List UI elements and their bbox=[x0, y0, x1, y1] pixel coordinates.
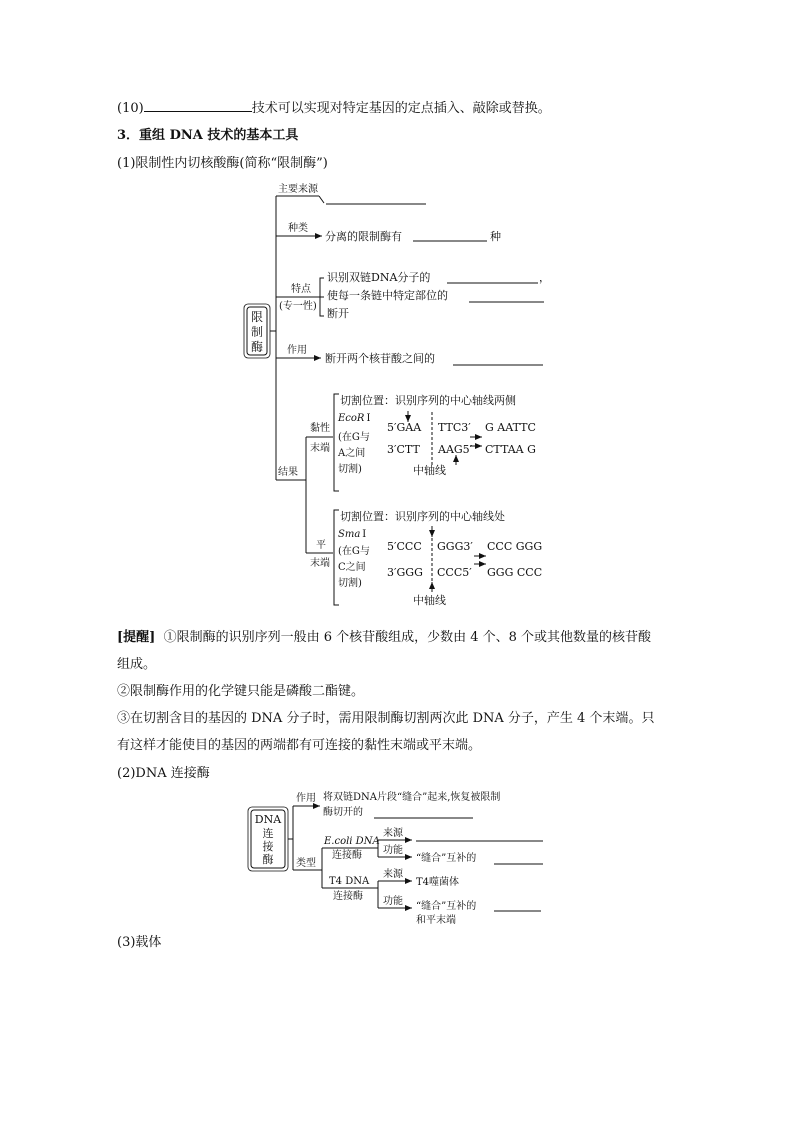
blunt-cut-position: 切割位置：识别序列的中心轴线处 bbox=[340, 510, 505, 523]
smai-seq: GGG3′ bbox=[437, 540, 473, 553]
kind-text: 分离的限制酶有 bbox=[325, 230, 402, 243]
t4-source-label: 来源 bbox=[383, 869, 403, 880]
dna-ligase-diagram bbox=[248, 790, 543, 926]
smai-seq: GGG CCC bbox=[487, 566, 543, 579]
root-char: 限 bbox=[250, 310, 264, 324]
ecoli-function-text: “缝合”互补的 bbox=[416, 853, 477, 864]
smai-label bbox=[338, 529, 366, 540]
ligase-type-label: 类型 bbox=[296, 858, 316, 869]
root-char: 连 bbox=[262, 827, 274, 840]
ecori-label bbox=[337, 413, 370, 424]
root-char: DNA bbox=[254, 813, 282, 826]
action-text: 断开两个核苷酸之间的 bbox=[325, 352, 435, 365]
t4-ligase-sub: 连接酶 bbox=[333, 891, 363, 902]
ecori-seq: 5′GAA bbox=[387, 421, 422, 434]
ligase-action-text: 酶切开的 bbox=[323, 807, 363, 818]
smai-seq: 3′GGG bbox=[387, 566, 423, 579]
item-10-text: 技术可以实现对特定基因的定点插入、敲除或替换。 bbox=[251, 101, 551, 116]
smai-name: Sma bbox=[338, 529, 361, 540]
feature-text-2: 使每一条链中特定部位的 bbox=[327, 289, 448, 302]
sticky-end-label-sub: 末端 bbox=[310, 443, 330, 454]
ecori-seq: G AATTC bbox=[485, 421, 536, 434]
t4-function-text: 和平末端 bbox=[416, 915, 456, 926]
ecoli-ligase-name: E.coli DNA bbox=[324, 836, 380, 847]
ecori-seq: TTC3′ bbox=[438, 421, 471, 434]
sticky-end-label: 黏性 bbox=[310, 423, 330, 434]
root-char: 酶 bbox=[250, 340, 264, 354]
smai-seq: CCC5′ bbox=[437, 566, 472, 579]
subsection-heading: (1)限制性内切核酸酶(简称“限制酶”) bbox=[117, 156, 328, 171]
t4-ligase-name: T4 DNA bbox=[329, 876, 370, 887]
result-label: 结果 bbox=[278, 467, 298, 478]
ecori-seq: 3′CTT bbox=[387, 443, 420, 456]
tip-label: [提醒] bbox=[117, 630, 156, 645]
axis-label: 中轴线 bbox=[413, 464, 446, 477]
tip-text: ①限制酶的识别序列一般由 6 个核苷酸组成，少数由 4 个、8 个或其他数量的核苷酸 bbox=[163, 630, 652, 645]
ecori-numeral: Ⅰ bbox=[366, 413, 371, 424]
root-char: 制 bbox=[250, 325, 264, 339]
smai-note: 切割) bbox=[338, 578, 362, 589]
tip-line-5: 有这样才能使目的基因的两端都有可连接的黏性末端或平末端。 bbox=[117, 738, 482, 753]
tip-line-4: ③在切割含目的基因的 DNA 分子时，需用限制酶切割两次此 DNA 分子，产生 4 个末端。只 bbox=[117, 711, 655, 726]
kind-unit: 种 bbox=[490, 230, 501, 243]
blunt-end-label: 平 bbox=[316, 540, 326, 551]
ecori-name: EcoR bbox=[338, 413, 365, 424]
smai-note: C之间 bbox=[338, 562, 366, 573]
section-heading: 3．重组 DNA 技术的基本工具 bbox=[117, 128, 299, 143]
subsection-heading: (3)载体 bbox=[117, 935, 162, 950]
ecoli-source-label: 来源 bbox=[383, 828, 403, 839]
axis-label: 中轴线 bbox=[413, 594, 446, 607]
feature-label: 特点 bbox=[291, 284, 311, 295]
tip-line-2: 组成。 bbox=[117, 657, 157, 672]
item-10-number: (10) bbox=[117, 101, 144, 116]
ecori-note: 切割) bbox=[338, 464, 362, 475]
feature-text-3: 断开 bbox=[327, 307, 349, 320]
ecoli-function-label: 功能 bbox=[383, 845, 403, 856]
feature-comma: ， bbox=[539, 271, 550, 284]
root-char: 接 bbox=[262, 840, 274, 853]
root-char: 酶 bbox=[262, 853, 274, 866]
feature-label-sub: (专一性) bbox=[279, 301, 317, 312]
kind-label: 种类 bbox=[288, 223, 308, 234]
t4-function-label: 功能 bbox=[383, 896, 403, 907]
t4-function-text: “缝合”互补的 bbox=[416, 901, 477, 912]
t4-source-text: T4噬菌体 bbox=[416, 877, 460, 888]
ligase-action-label: 作用 bbox=[296, 793, 316, 804]
smai-numeral: Ⅰ bbox=[362, 529, 367, 540]
smai-seq: 5′CCC bbox=[387, 540, 422, 553]
subsection-heading: (2)DNA 连接酶 bbox=[117, 766, 210, 781]
sticky-cut-position: 切割位置：识别序列的中心轴线两侧 bbox=[340, 394, 516, 407]
restriction-enzyme-diagram bbox=[244, 182, 550, 607]
ecori-seq: AAG5′ bbox=[438, 443, 473, 456]
tip-line-3: ②限制酶作用的化学键只能是磷酸二酯键。 bbox=[117, 684, 365, 699]
ecori-seq: CTTAA G bbox=[485, 443, 536, 456]
ecori-note: A之间 bbox=[338, 448, 366, 459]
source-label: 主要来源 bbox=[278, 184, 318, 195]
feature-text-1: 识别双链DNA分子的 bbox=[327, 271, 431, 284]
action-label: 作用 bbox=[287, 345, 307, 356]
ecori-note: (在G与 bbox=[338, 432, 370, 443]
smai-note: (在G与 bbox=[338, 546, 370, 557]
blunt-end-label-sub: 末端 bbox=[310, 558, 330, 569]
ligase-action-text: 将双链DNA片段“缝合”起来,恢复被限制 bbox=[323, 792, 501, 803]
ecoli-ligase-sub: 连接酶 bbox=[332, 850, 362, 861]
smai-seq: CCC GGG bbox=[487, 540, 543, 553]
